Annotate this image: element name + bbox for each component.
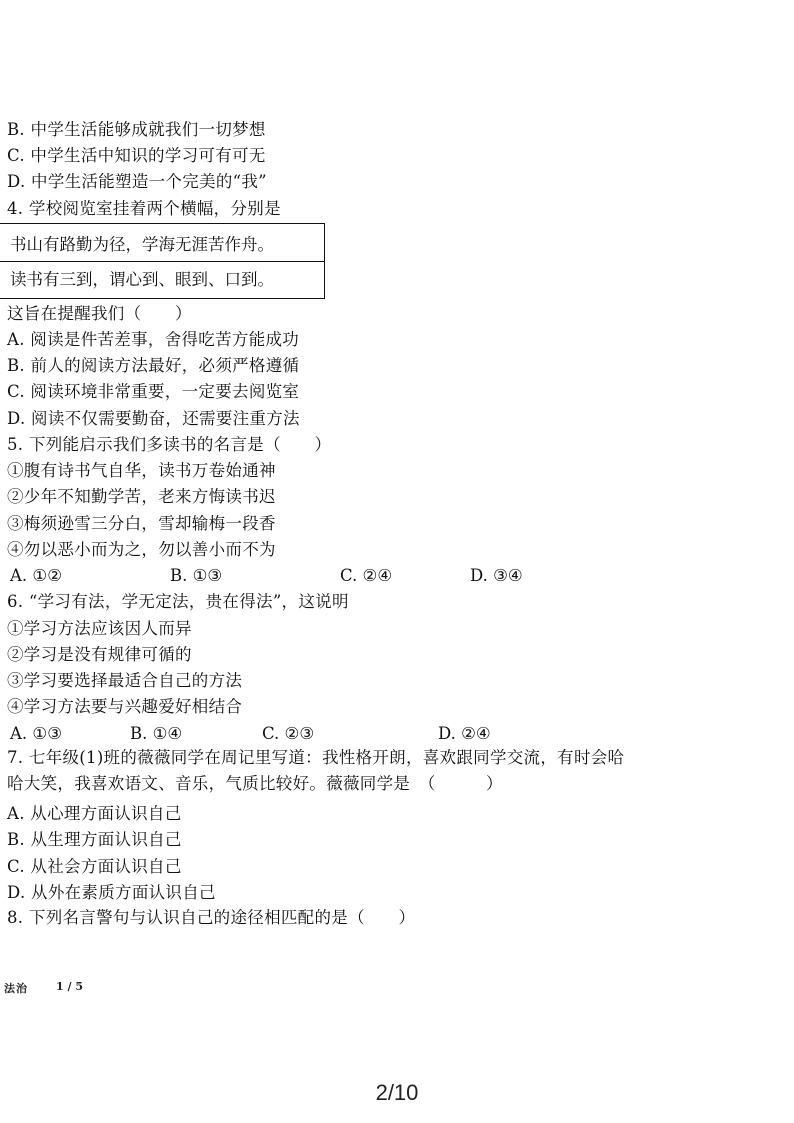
q6-option-b: B. ①④ [130, 724, 183, 743]
banner-divider [0, 261, 324, 262]
q4-option-a: A. 阅读是件苦差事，舍得吃苦方能成功 [7, 330, 300, 349]
q6-item-2: ②学习是没有规律可循的 [7, 645, 192, 664]
q7-option-d: D. 从外在素质方面认识自己 [7, 883, 216, 902]
q6-stem: 6. “学习有法，学无定法，贵在得法”，这说明 [7, 592, 349, 611]
q3-option-b: B. 中学生活能够成就我们一切梦想 [7, 120, 266, 139]
q5-option-c: C. ②④ [340, 566, 393, 585]
q3-option-c: C. 中学生活中知识的学习可有可无 [7, 146, 266, 165]
viewer-page-indicator: 2/10 [375, 1080, 419, 1105]
q6-item-3: ③学习要选择最适合自己的方法 [7, 671, 243, 690]
q5-item-2: ②少年不知勤学苦，老来方悔读书迟 [7, 487, 276, 506]
banner-row-2: 读书有三到，谓心到、眼到、口到。 [10, 270, 274, 289]
q4-option-b: B. 前人的阅读方法最好，必须严格遵循 [7, 356, 300, 375]
q5-option-a: A. ①② [10, 566, 62, 585]
q5-item-4: ④勿以恶小而为之，勿以善小而不为 [7, 540, 276, 559]
banner-row-1: 书山有路勤为径，学海无涯苦作舟。 [10, 235, 274, 254]
q5-stem: 5. 下列能启示我们多读书的名言是（ ） [7, 435, 332, 454]
q7-stem: 7. 七年级(1)班的薇薇同学在周记里写道：我性格开朗，喜欢跟同学交流，有时会哈 [7, 748, 625, 767]
footer-page-number: 1 / 5 [56, 980, 83, 993]
q6-option-a: A. ①③ [10, 724, 62, 743]
q7-option-a: A. 从心理方面认识自己 [7, 804, 182, 823]
q5-option-d: D. ③④ [470, 566, 523, 585]
q6-option-c: C. ②③ [262, 724, 315, 743]
q6-item-4: ④学习方法要与兴趣爱好相结合 [7, 697, 243, 716]
q8-stem: 8. 下列名言警句与认识自己的途径相匹配的是（ ） [7, 908, 416, 927]
q6-item-1: ①学习方法应该因人而异 [7, 619, 192, 638]
banner-box [0, 223, 325, 299]
q4-option-d: D. 阅读不仅需要勤奋，还需要注重方法 [7, 409, 300, 428]
q4-option-c: C. 阅读环境非常重要，一定要去阅览室 [7, 382, 300, 401]
q3-option-d: D. 中学生活能塑造一个完美的“我” [7, 172, 267, 191]
q4-stem: 4. 学校阅览室挂着两个横幅，分别是 [7, 199, 281, 218]
q7-option-b: B. 从生理方面认识自己 [7, 830, 182, 849]
q5-item-3: ③梅须逊雪三分白，雪却输梅一段香 [7, 514, 276, 533]
q4-stem-cont: 这旨在提醒我们（ ） [7, 304, 192, 323]
q5-option-b: B. ①③ [170, 566, 223, 585]
footer-subject: 法治 [4, 982, 28, 995]
q6-option-d: D. ②④ [438, 724, 491, 743]
q7-option-c: C. 从社会方面认识自己 [7, 857, 182, 876]
q7-stem-cont: 哈大笑，我喜欢语文、音乐，气质比较好。薇薇同学是 （ ） [7, 774, 503, 793]
q5-item-1: ①腹有诗书气自华，读书万卷始通神 [7, 461, 276, 480]
